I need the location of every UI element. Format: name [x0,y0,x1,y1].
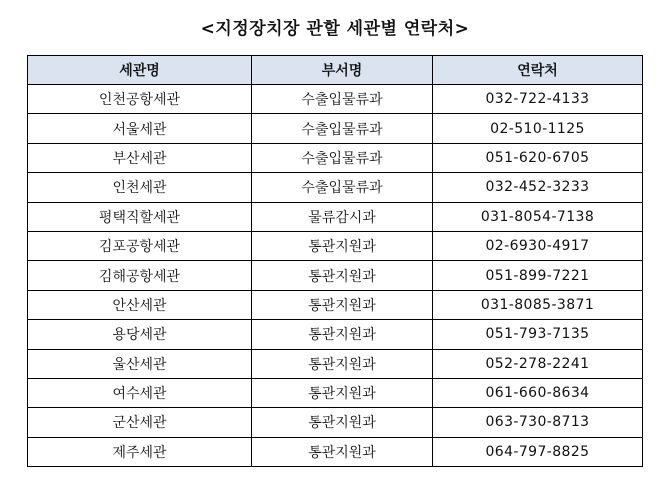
table-row [28,85,643,114]
department-cell: 통관지원과 [252,437,433,466]
office-cell: 인천세관 [28,173,252,202]
phone-cell: 051-793-7135 [433,320,643,349]
table-row [28,378,643,407]
phone-cell: 032-722-4133 [433,85,643,114]
page-title: <지정장치장 관할 세관별 연락처> [200,19,470,39]
table-row [28,173,643,202]
phone-cell: 02-6930-4917 [433,231,643,260]
customs-contact-table [27,55,643,467]
office-cell: 인천공항세관 [28,85,252,114]
table-row [28,202,643,231]
office-cell: 안산세관 [28,290,252,319]
office-cell: 용당세관 [28,320,252,349]
table-row [28,290,643,319]
office-cell: 김포공항세관 [28,231,252,260]
office-cell: 김해공항세관 [28,261,252,290]
department-cell: 수출입물류과 [252,114,433,143]
department-cell: 수출입물류과 [252,85,433,114]
department-cell: 물류감시과 [252,202,433,231]
table-row [28,437,643,466]
table-row [28,231,643,260]
column-header-department: 부서명 [252,56,433,85]
phone-cell: 051-899-7221 [433,261,643,290]
table-row [28,114,643,143]
phone-cell: 051-620-6705 [433,143,643,172]
department-cell: 통관지원과 [252,408,433,437]
department-cell: 수출입물류과 [252,173,433,202]
department-cell: 통관지원과 [252,320,433,349]
department-cell: 통관지원과 [252,290,433,319]
phone-cell: 061-660-8634 [433,378,643,407]
department-cell: 통관지원과 [252,231,433,260]
table-header-row [28,56,643,85]
office-cell: 여수세관 [28,378,252,407]
office-cell: 울산세관 [28,349,252,378]
office-cell: 군산세관 [28,408,252,437]
table-row [28,408,643,437]
phone-cell: 031-8085-3871 [433,290,643,319]
column-header-phone: 연락처 [433,56,643,85]
table-row [28,349,643,378]
office-cell: 부산세관 [28,143,252,172]
department-cell: 통관지원과 [252,378,433,407]
department-cell: 통관지원과 [252,261,433,290]
phone-cell: 063-730-8713 [433,408,643,437]
table-row [28,320,643,349]
table-row [28,261,643,290]
phone-cell: 031-8054-7138 [433,202,643,231]
office-cell: 제주세관 [28,437,252,466]
department-cell: 통관지원과 [252,349,433,378]
phone-cell: 02-510-1125 [433,114,643,143]
office-cell: 평택직할세관 [28,202,252,231]
column-header-office: 세관명 [28,56,252,85]
phone-cell: 032-452-3233 [433,173,643,202]
office-cell: 서울세관 [28,114,252,143]
phone-cell: 052-278-2241 [433,349,643,378]
phone-cell: 064-797-8825 [433,437,643,466]
department-cell: 수출입물류과 [252,143,433,172]
table-row [28,143,643,172]
